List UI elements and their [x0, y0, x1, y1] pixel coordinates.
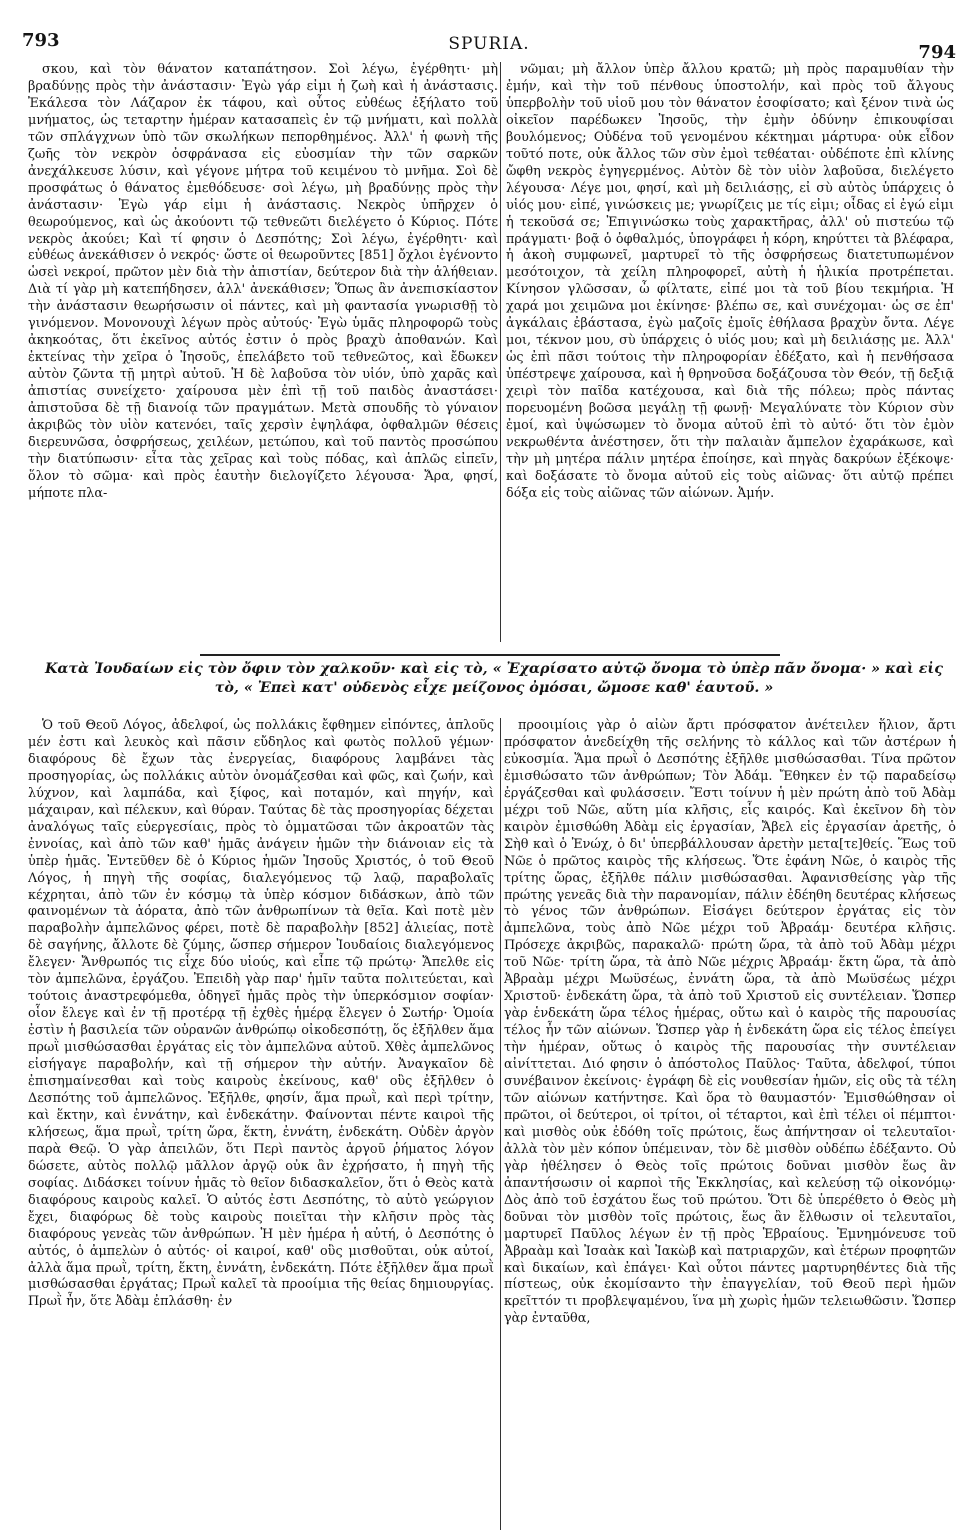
bottom-right-text: προοιμίοις γὰρ ὁ αἰὼν ἄρτι πρόσφατον ἀνέτειλεν ἥλιον, ἄρτι πρόσφατον ἀνεδείχθη τῆς σελήνης τὸ κάλλος καὶ τῶν ἀστέρων ἡ εὐκοσμία. Ἅμα πρωῒ ὁ Δεσπότης ἐξῆλθε μισθώσασθαι. Τίνα πρῶτον ἐμισθώσατο τῶν ἀνθρώπων; Τὸν Ἀδάμ. Ἔθηκεν ἐν τῷ παραδείσῳ ἐργάζεσθαι καὶ φυλάσσειν. Ἔστι τοίνυν ἡ μὲν πρώτη ἀπὸ τοῦ Ἀδὰμ μέχρι τοῦ Νῶε, αὕτη μία κλῆσις, εἷς καιρός. Καὶ ἐκεῖνον δὴ τὸν καιρὸν ἐμισθώθη Ἀδὰμ εἰς ἐργασίαν, Ἄβελ εἰς ἐργασίαν ἀρετῆς, ὁ Σὴθ καὶ ὁ Ἐνώχ, ὁ δι' ὑπερβάλλουσαν ἀρετὴν μετα[τε]θείς. Ἕως τοῦ Νῶε ὁ πρῶτος καιρὸς τῆς κλήσεως. Ὅτε ἐφάνη Νῶε, ὁ καιρὸς τῆς τρίτης ὥρας, ἐξῆλθε πάλιν μισθώσασθαι. Ἀφανισθείσης γὰρ τῆς πρώτης γενεᾶς διὰ τὴν παρανομίαν, πάλιν ἐδέηθη δευτέρας κλήσεως τὸ γένος τῶν ἀνθρώπων. Εἰσάγει δεύτερον ἐργάτας εἰς τὸν ἀμπελῶνα, τοὺς ἀπὸ Νῶε μέχρι τοῦ Ἀβραάμ· δευτέρα κλῆσις. Πρόσεχε ἀκριβῶς, παρακαλῶ· πρώτη ὥρα, τὰ ἀπὸ τοῦ Ἀδὰμ μέχρι τοῦ Νῶε· τρίτη ὥρα, τὰ ἀπὸ Νῶε μέχρις Ἀβραάμ· ἕκτη ὥρα, τὰ ἀπὸ Ἀβραὰμ μέχρι Μωϋσέως, ἐννάτη ὥρα, τὰ ἀπὸ Μωϋσέως μέχρι Χριστοῦ· ἑνδεκάτη ὥρα, τὰ ἀπὸ τοῦ Χριστοῦ εἰς συντέλειαν. Ὥσπερ γὰρ ἑνδεκάτη ὥρα τέλος ἡμέρας, οὕτω καὶ ὁ καιρὸς τῆς παρουσίας τέλος ἦν τῶν αἰώνων. Ὥσπερ γὰρ ἡ ἑνδεκάτη ὥρα εἰς τέλος ἐπείγει τὴν ἡμέραν, οὕτως ὁ καιρὸς τῆς παρουσίας τὴν συντέλειαν αἰνίττεται. Διό φησιν ὁ ἀπόστολος Παῦλος· Ταῦτα, ἀδελφοί, τύποι συνέβαινον ἐκείνοις· ἐγράφη δὲ εἰς νουθεσίαν ἡμῶν, εἰς οὓς τὰ τέλη τῶν αἰώνων κατήντησε. Καὶ ὅρα τὸ θαυμαστόν· Ἐμισθώθησαν οἱ πρῶτοι, οἱ δεύτεροι, οἱ τρίτοι, οἱ τέταρτοι, καὶ ἐπὶ τέλει οἱ πέμπτοι· καὶ μισθὸς οὐκ ἐδόθη τοῖς πρώτοις, ἕως ἀπήντησαν οἱ τελευταῖοι· ἀλλὰ τὸν μὲν κόπον ὑπέμειναν, τὸν δὲ μισθὸν οὐδέπω ἐδέξαντο. Οὐ γὰρ ἠθέλησεν ὁ Θεὸς τοῖς πρώτοις δοῦναι μισθὸν ἕως ἂν ἀπαντήσωσιν οἱ καρποὶ τῆς Ἐκκλησίας, καὶ κελεύσῃ τῷ οἰκονόμῳ· Δὸς ἀπὸ τοῦ ἐσχάτου ἕως τοῦ πρώτου. Ὅτι δὲ ὑπερέθετο ὁ Θεὸς μὴ δοῦναι τὸν μισθὸν τοῖς πρώτοις, ἕως ἂν ἔλθωσιν οἱ τελευταῖοι, μαρτυρεῖ Παῦλος λέγων ἐν τῇ πρὸς Ἑβραίους. Ἐμνημόνευσε τοῦ Ἀβραὰμ καὶ Ἰσαὰκ καὶ Ἰακὼβ καὶ πατριαρχῶν, καὶ ἑτέρων προφητῶν καὶ δικαίων, καὶ ἐπάγει· Καὶ οὗτοι πάντες μαρτυρηθέντες διὰ τῆς πίστεως, οὐκ ἐκομίσαντο τὴν ἐπαγγελίαν, τοῦ Θεοῦ περὶ ἡμῶν κρεῖττόν τι προβλεψαμένου, ἵνα μὴ χωρὶς ἡμῶν τελειωθῶσιν. Ὥσπερ γὰρ ἐνταῦθα,: [504, 718, 956, 1327]
section-rule: [200, 654, 780, 656]
column-divider-bottom: [500, 718, 501, 1530]
column-divider-top: [500, 62, 501, 642]
bottom-left-text: Ὁ τοῦ Θεοῦ Λόγος, ἀδελφοί, ὡς πολλάκις ἔφθημεν εἰπόντες, ἁπλοῦς μέν ἐστι καὶ λευκὸς καὶ πᾶσιν εὔδηλος καὶ φωτὸς πολλοῦ γέμων· διαφόρους δὲ ἔχων τὰς ἐνεργείας, διαφόρους λαμβάνει τὰς προσηγορίας, ὡς πολλάκις αὐτὸν ὀνομάζεσθαι καὶ φῶς, καὶ ζωήν, καὶ λύχνον, καὶ λαμπάδα, καὶ ξίφος, καὶ ποταμόν, καὶ πηγήν, καὶ μάχαιραν, καὶ πέλεκυν, καὶ θύραν. Ταύτας δὲ τὰς προσηγορίας δέχεται ἀναλόγως ταῖς εὐεργεσίαις, πρὸς τὸ ὁμματῶσαι τῶν ἀκροατῶν τὰς ἐννοίας, καὶ ἀπὸ τῶν καθ' ἡμᾶς ἀνάγειν ἡμῶν τὴν διάνοιαν εἰς τὰ ὑπὲρ ἡμᾶς. Ἐντεῦθεν δὲ ὁ Κύριος ἡμῶν Ἰησοῦς Χριστός, ὁ τοῦ Θεοῦ Λόγος, ἡ πηγὴ τῆς σοφίας, διαλεγόμενος τῷ λαῷ, παραβολαῖς κέχρηται, ἀπὸ τῶν ἐν κόσμῳ τὰ ὑπὲρ κόσμον διδάσκων, ἀπὸ τῶν φαινομένων τὰ ἀόρατα, ἀπὸ τῶν ἀνθρωπίνων τὰ θεῖα. Καὶ ποτὲ μὲν παραβολὴν ἀμπελῶνος φέρει, ποτὲ δὲ παραβολὴν [852] ἁλιείας, ποτὲ δὲ σαγήνης, ἄλλοτε δὲ ζύμης, ὥσπερ σήμερον Ἰουδαίοις διαλεγόμενος ἔλεγεν· Ἄνθρωπός τις εἶχε δύο υἱούς, καὶ εἶπε τῷ πρώτῳ· Ἄπελθε εἰς τὸν ἀμπελῶνα, ἐργάζου. Ἐπειδὴ γὰρ παρ' ἡμῖν ταῦτα πολιτεύεται, καὶ τούτοις ἀναστρεφόμεθα, ὁδηγεῖ ἡμᾶς πρὸς τὴν ὑπερκόσμιον σοφίαν· οἷον ἔλεγε καὶ ἐν τῇ προτέρᾳ τῇ ἐχθὲς ἡμέρᾳ ἔλεγεν ὁ Σωτήρ· Ὁμοία ἐστὶν ἡ βασιλεία τῶν οὐρανῶν ἀνθρώπῳ οἰκοδεσπότῃ, ὅς ἐξῆλθεν ἅμα πρωῒ μισθώσασθαι ἐργάτας εἰς τὸν ἀμπελῶνα αὐτοῦ. Χθὲς ἀμπελῶνος εἰσήγαγε παραβολήν, καὶ τῇ σήμερον τὴν αὐτήν. Ἀναγκαῖον δὲ ἐπισημαίνεσθαι καὶ τοὺς καιροὺς ἐκείνους, καθ' οὓς ἐξῆλθεν ὁ Δεσπότης τοῦ ἀμπελῶνος. Ἐξῆλθε, φησίν, ἅμα πρωῒ, καὶ περὶ τρίτην, καὶ ἕκτην, καὶ ἐννάτην, καὶ ἑνδεκάτην. Φαίνονται πέντε καιροὶ τῆς κλήσεως, ἅμα πρωῒ, τρίτη ὥρα, ἕκτη, ἐννάτη, ἑνδεκάτη. Οὐδὲν ἀργὸν παρὰ Θεῷ. Ὁ γὰρ ἀπειλῶν, ὅτι Περὶ παντὸς ἀργοῦ ῥήματος λόγον δώσετε, αὐτὸς πολλῷ μᾶλλον ἀργῷ οὐκ ἂν ἐχρήσατο, ἡ πηγὴ τῆς σοφίας. Διδάσκει τοίνυν ἡμᾶς τὸ θεῖον διδασκαλεῖον, ὅτι ὁ Θεὸς κατὰ διαφόρους καιροὺς καλεῖ. Ὁ αὐτός ἐστι Δεσπότης, τὸ αὐτὸ γεώργιον ἔχει, διαφόρως δὲ τοὺς καιροὺς ποιεῖται τὴν κλῆσιν πρὸς τὰς διαφόρους γενεὰς τῶν ἀνθρώπων. Ἡ μὲν ἡμέρα ἡ αὐτή, ὁ Δεσπότης ὁ αὐτός, ὁ ἀμπελὼν ὁ αὐτός· οἱ καιροί, καθ' οὓς μισθοῦται, οὐκ αὐτοί, ἀλλὰ ἅμα πρωῒ, τρίτη, ἕκτη, ἐννάτη, ἑνδεκάτη. Πότε ἐξῆλθεν ἅμα πρωῒ μισθώσασθαι ἐργάτας; Πρωῒ καλεῖ τὰ προοίμια τῆς θείας δημιουργίας. Πρωῒ ἦν, ὅτε Ἀδὰμ ἐπλάσθη· ἐν: [28, 718, 494, 1310]
running-title: SPURIA.: [448, 34, 530, 54]
top-right-text: νῶμαι; μὴ ἄλλον ὑπὲρ ἄλλου κρατῶ; μὴ πρὸς παραμυθίαν τὴν ἐμήν, καὶ τὴν τοῦ πένθους ὑποστολήν, καὶ πρὸς τοῦ ἄλγους ὑπερβολὴν τοῦ υἱοῦ μου τὸν θάνατον ἐσοφίσατο; καὶ ξένον τινὰ ὡς οἰκεῖον παρέδωκεν Ἰησοῦς, τὴν ἐμὴν ὀδύνην ἐπικουφίσαι βουλόμενος; Οὐδένα τοῦ γενομένου κέκτημαι μάρτυρα· οὐκ εἶδον τοῦτό ποτε, οὐκ ἄλλος τῶν σὺν ἐμοὶ τεθέαται· οὐδέποτε ἐπὶ κλίνης ὤφθη νεκρὸς ἐγηγερμένος. Αὐτὸν δὲ τὸν υἱὸν λαβοῦσα, διελέγετο λέγουσα· Λέγε μοι, φησί, καὶ μὴ δειλιάσῃς, εἰ σὺ αὐτὸς ὑπάρχεις ὁ υἱός μου· εἰπέ, γινώσκεις με; γνωρίζεις με τίς εἰμι; οἶδας εἰ ἐγώ εἰμι ἡ τεκοῦσά σε; Ἐπιγινώσκω τοὺς χαρακτῆρας, ἀλλ' οὐ πιστεύω τῷ πράγματι· βοᾷ ὁ ὀφθαλμός, ὑπογράφει ἡ κόρη, κηρύττει τὰ βλέφαρα, ἡ ἀκοὴ συμφωνεῖ, μαρτυρεῖ τὸ τῆς ὀσφρήσεως διατετυπωμένον μεσότοιχον, τὰ χείλη πληροφορεῖ, αὐτὴ ἡ ἡλικία προτρέπεται. Κίνησον γλῶσσαν, ὦ φίλτατε, εἰπέ μοι τὰ τοῦ βίου τεκμήρια. Ἡ χαρά μοι χειμῶνα μοι ἐκίνησε· βλέπω σε, καὶ συνέχομαι· ὡς σε ἐπ' ἀγκάλαις ἐβάστασα, ἐγὼ μαζοῖς ἐμοῖς ἐθήλασα βραχὺν ὄντα. Λέγε μοι, τέκνον μου, σὺ ὑπάρχεις ὁ υἱός μου; καὶ μὴ δειλιάσῃς με. Ἀλλ' ὡς ἐπὶ πᾶσι τούτοις τὴν πληροφορίαν ἐδέξατο, καὶ ἡ πενθήσασα ὑπέστρεψε χαίρουσα, καὶ ἡ θρηνοῦσα δοξάζουσα τὸν Θεόν, τῇ δεξιᾷ χειρὶ τὸν παῖδα κατέχουσα, καὶ διὰ τῆς πόλεω; πρὸς πάντας πορευομένη βοῶσα μεγάλῃ τῇ φωνῇ· Μεγαλύνατε τὸν Κύριον σὺν ἐμοί, καὶ ὑψώσωμεν τὸ ὄνομα αὐτοῦ ἐπὶ τὸ αὐτό· ὅτι τὸν ἐμὸν νεκρωθέντα ἀνέστησεν, ὅτι τὴν παλαιὰν ἄμπελον ἐχαράκωσε, καὶ τὴν μὴ μητέρα πάλιν μητέρα ἐποίησε, καὶ πηγὰς δακρύων ἐξέκοψε· καὶ δοξάσατε τὸ ὄνομα αὐτοῦ εἰς τοὺς αἰῶνας· ὅτι αὐτῷ πρέπει δόξα εἰς τοὺς αἰῶνας τῶν αἰώνων. Ἀμήν.: [506, 62, 954, 501]
top-left-text: σκου, καὶ τὸν θάνατον καταπάτησον. Σοὶ λέγω, ἐγέρθητι· μὴ βραδύνῃς πρὸς τὴν ἀνάστασιν· Ἐγὼ γάρ εἰμι ἡ ζωὴ καὶ ἡ ἀνάστασις. Ἐκάλεσα τὸν Λάζαρον ἐκ τάφου, καὶ οὗτος εὐθέως ἐξήλατο τοῦ μνήματος, ὡς τεταρτην ἡμέραν κατασαπεὶς ἐν τῷ μνήματι, καὶ πολλὰ τῶν σπλάγχνων ὑπὸ τῶν σκωλήκων πεπορθημένος. Ἀλλ' ἡ φωνὴ τῆς ζωῆς τὸν νεκρὸν ὀσφράνασα εἰς εὐοσμίαν τὴν τῶν σαρκῶν ἀνεχάλκευσε λύσιν, καὶ γέγονε μήτρα τοῦ κειμένου τὸ μνῆμα. Σοὶ δὲ προσφάτως ὁ θάνατος ἐμεθόδευσε· σοὶ λέγω, μὴ βραδύνῃς πρὸς τὴν ἀνάστασιν· Ἐγὼ γάρ εἰμι ἡ ἀνάστασις. Νεκρὸς ὑπῆρχεν ὁ θεωρούμενος, καὶ ὡς ἀκούοντι τῷ τεθνεῶτι διελέγετο ὁ Κύριος. Πότε νεκρὸς ἀκούει; Καὶ τί φησιν ὁ Δεσπότης; Σοὶ λέγω, ἐγέρθητι· καὶ εὐθέως ἀνεκάθισεν ὁ νεκρός· ὥστε οἱ θεωροῦντες [851] ὄχλοι ἐγένοντο ὡσεὶ νεκροί, πρῶτον μὲν διὰ τὴν ἀπιστίαν, δεύτερον διὰ τὴν ἀλήθειαν. Διὰ τί γὰρ μὴ κατεπήδησεν, ἀλλ' ἀνεκάθισεν; Ὅπως ἂν ἀνεπισκίαστον τὴν ἀνάστασιν θεωρήσωσιν οἱ πάντες, καὶ μὴ φαντασία γνωρισθῇ τὸ γινόμενον. Μονονουχὶ λέγων πρὸς αὐτούς· Ἐγὼ ὑμᾶς πληροφορῶ τοὺς ἀκηκοότας, ὅτι ἐκεῖνος αὐτός ἐστιν ὁ πρὸς βραχὺ ἀποθανών. Καὶ ἐκτείνας τὴν χεῖρα ὁ Ἰησοῦς, ἐπελάβετο τοῦ τεθνεῶτος, καὶ ἔδωκεν αὐτὸν ζῶντα τῇ μητρὶ αὐτοῦ. Ἡ δὲ λαβοῦσα τὸν υἱόν, ὑπὸ χαρᾶς καὶ ἀπιστίας συνείχετο· χαίρουσα μὲν ἐπὶ τῇ τοῦ παιδὸς ἀναστάσει· ἀπιστοῦσα δὲ τῇ διανοίᾳ τῶν πραγμάτων. Μετὰ σπουδῆς τὸ γύναιον ἀκριβῶς τὸν υἱὸν κατενόει, ταῖς χερσὶν ἐψηλάφα, ὀφθαλμῶν θέσεις διερευνῶσα, ὀσφρήσεως, χειλέων, μετώπου, καὶ τοῦ παντὸς προσώπου τὴν διατύπωσιν· εἶτα τὰς χεῖρας καὶ τοὺς πόδας, καὶ ἁπλῶς εἰπεῖν, ὅλον τὸ σῶμα· καὶ πρὸς ἑαυτὴν διελογίζετο λέγουσα· Ἄρα, φησί, μήποτε πλα-: [28, 62, 498, 501]
section-title: Κατὰ Ἰουδαίων εἰς τὸν ὄφιν τὸν χαλκοῦν· καὶ εἰς τὸ, « Ἐχαρίσατο αὐτῷ ὄνομα τὸ ὑπὲρ πᾶν ὄνομα· » καὶ εἰς τὸ, « Ἐπεὶ κατ' οὐδενὸς εἶχε μείζονος ὀμόσαι, ὤμοσε καθ' ἑαυτοῦ. »: [44, 661, 944, 696]
column-number-right: 794: [918, 42, 956, 63]
bottom-right-column: [504, 718, 956, 1530]
page-header: [22, 30, 956, 63]
top-left-column: [28, 62, 498, 642]
column-number-left: 793: [22, 30, 60, 51]
top-right-column: [506, 62, 954, 642]
bottom-left-column: [28, 718, 494, 1530]
